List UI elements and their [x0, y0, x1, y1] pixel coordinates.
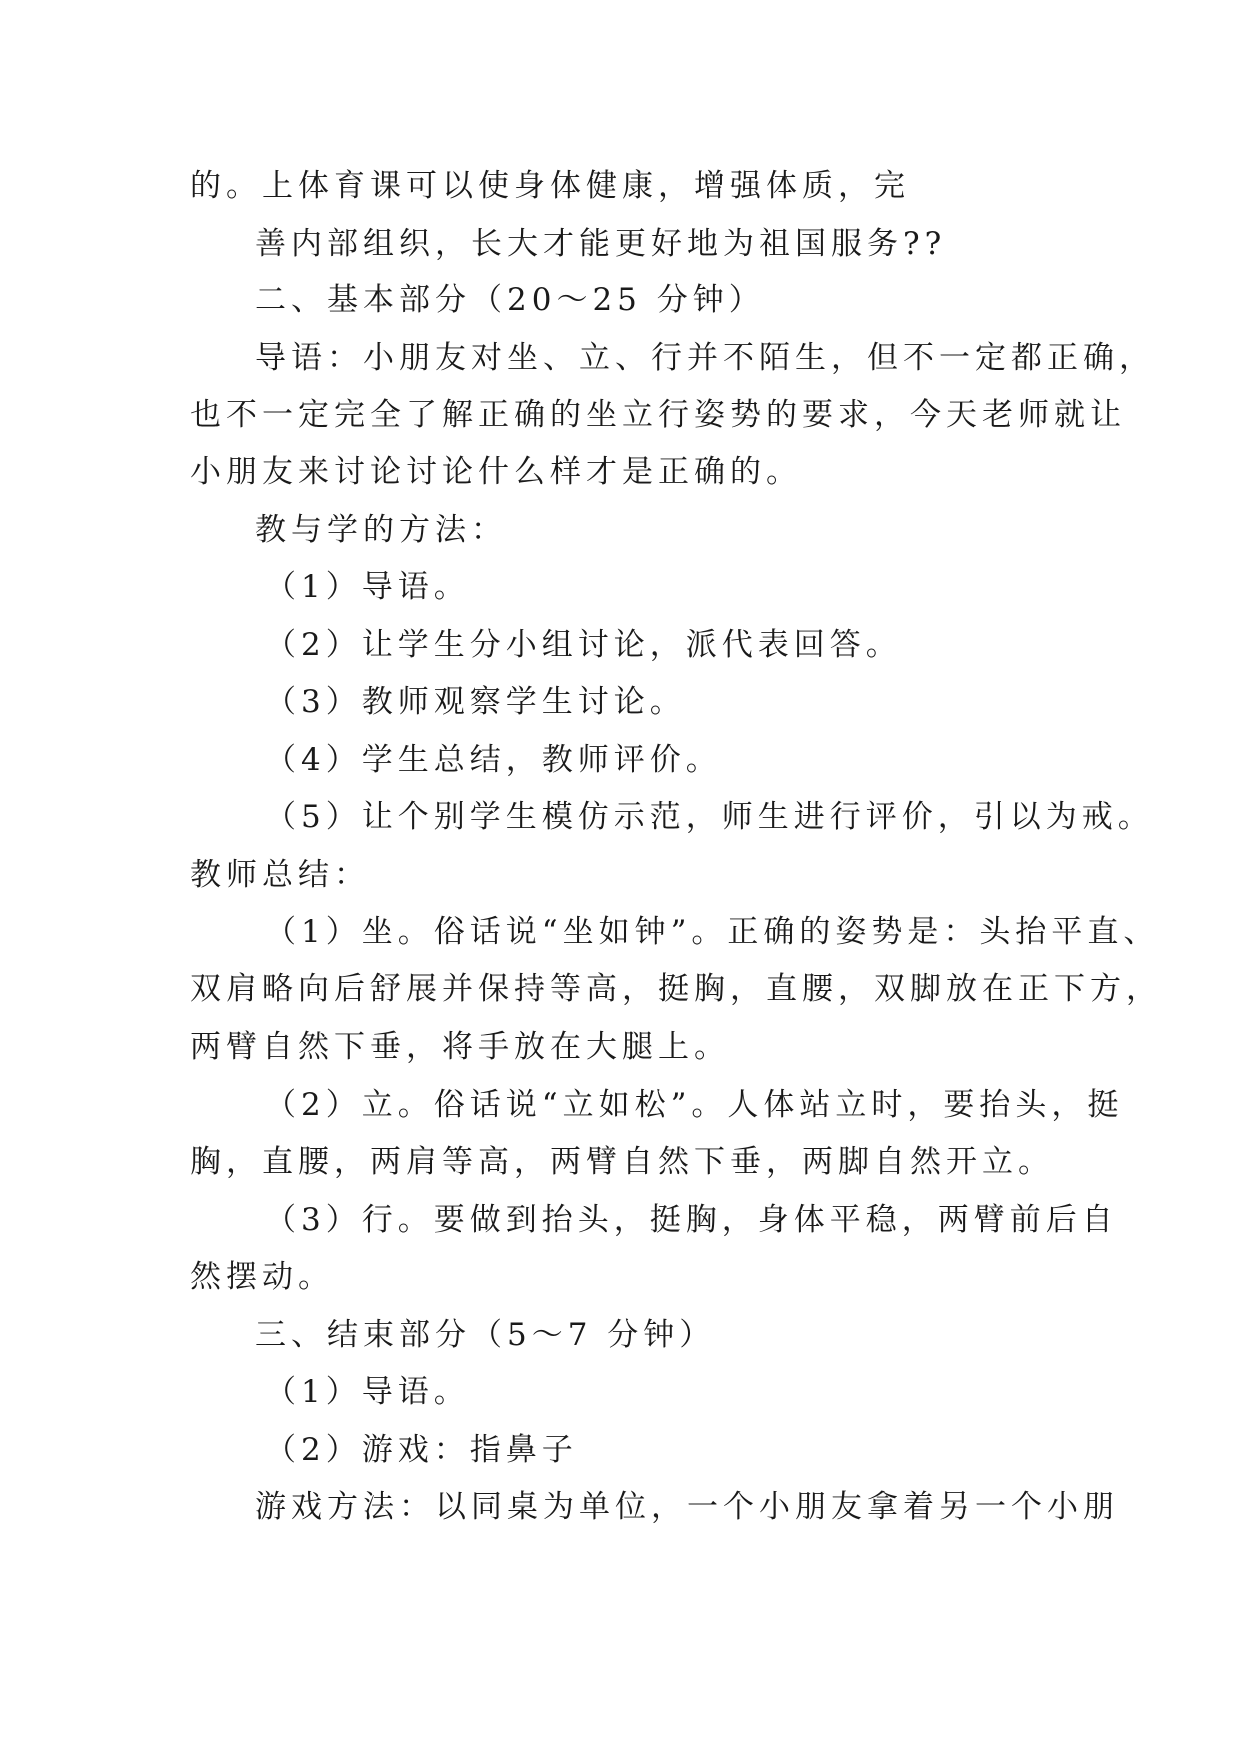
text-line: 胸，直腰，两肩等高，两臂自然下垂，两脚自然开立。 [190, 1144, 1054, 1180]
text-line: 的。上体育课可以使身体健康，增强体质，完 [190, 168, 910, 204]
text-line: 双肩略向后舒展并保持等高，挺胸，直腰，双脚放在正下方， [190, 971, 1162, 1007]
list-item: （1）导语。 [265, 569, 470, 605]
text-line: 然摆动。 [190, 1259, 334, 1295]
list-item: （1）导语。 [265, 1374, 470, 1410]
list-item: （4）学生总结，教师评价。 [265, 742, 722, 778]
list-item: （1）坐。俗话说“坐如钟”。正确的姿势是：头抬平直、 [265, 914, 1160, 950]
text-line: 善内部组织，长大才能更好地为祖国服务?? [255, 226, 947, 262]
section-heading: 三、结束部分（5～7 分钟） [255, 1317, 716, 1353]
text-line: 教师总结： [190, 857, 370, 893]
list-item: （2）游戏：指鼻子 [265, 1432, 578, 1468]
list-item: （5）让个别学生模仿示范，师生进行评价，引以为戒。 [265, 799, 1154, 835]
list-item: （3）教师观察学生讨论。 [265, 684, 686, 720]
list-item: （2）让学生分小组讨论，派代表回答。 [265, 627, 902, 663]
list-item: （3）行。要做到抬头，挺胸，身体平稳，两臂前后自 [265, 1202, 1118, 1238]
list-item: （2）立。俗话说“立如松”。人体站立时，要抬头，挺 [265, 1087, 1124, 1123]
text-line: 小朋友来讨论讨论什么样才是正确的。 [190, 454, 802, 490]
text-line: 也不一定完全了解正确的坐立行姿势的要求，今天老师就让 [190, 397, 1126, 433]
text-line: 两臂自然下垂，将手放在大腿上。 [190, 1029, 730, 1065]
text-line: 导语：小朋友对坐、立、行并不陌生，但不一定都正确， [255, 340, 1155, 376]
text-line: 教与学的方法： [255, 512, 507, 548]
section-heading: 二、基本部分（20～25 分钟） [255, 282, 765, 318]
text-line: 游戏方法：以同桌为单位，一个小朋友拿着另一个小朋 [255, 1489, 1119, 1525]
